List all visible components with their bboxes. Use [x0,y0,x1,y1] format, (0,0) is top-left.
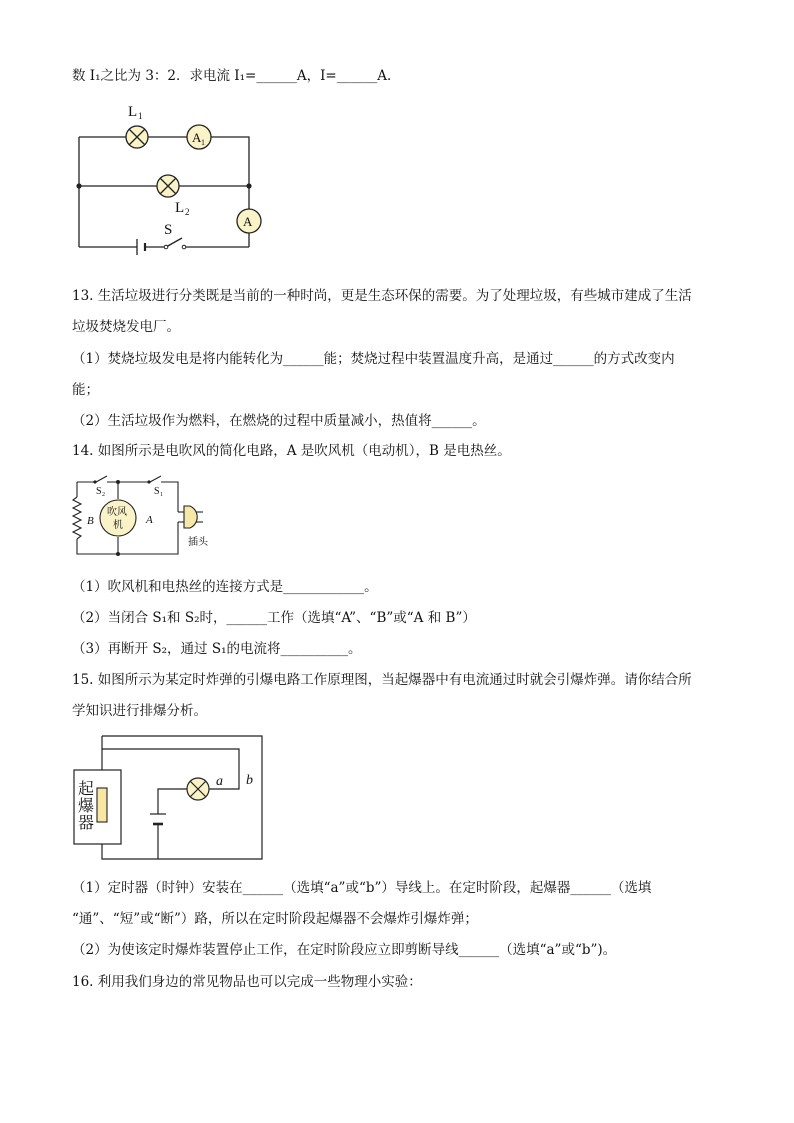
label-s2: S [96,486,102,497]
q15-part2: （2）为使该定时爆炸装置停止工作，在定时阶段应立即剪断导线______（选填“a”或“b”)。 [72,942,617,958]
label-l1-sub: 1 [138,111,143,121]
label-wire-b: b [246,773,253,788]
q12-circuit-diagram [70,100,270,270]
q14-hairdryer-circuit [66,472,226,562]
label-a1: A [192,130,202,145]
label-fan-line2: 机 [113,520,123,531]
q12-text: 数 I₁之比为 3：2．求电流 I₁=______A，I=______A． [72,68,401,84]
label-detonator-3: 器 [78,813,95,832]
q13-part1-line-2: 能； [72,382,99,398]
label-a: A [146,514,153,526]
label-detonator-2: 爆 [78,796,95,815]
q13-stem-line-2: 垃圾焚烧发电厂。 [72,319,180,335]
q14-part3: （3）再断开 S₂，通过 S₁的电流将__________。 [72,641,362,657]
label-a: A [243,214,253,229]
q14-stem: 14. 如图所示是电吹风的简化电路，A 是吹风机（电动机），B 是电热丝。 [72,443,511,459]
q15-stem-line-2: 学知识进行排爆分析。 [72,703,207,719]
q14-part1: （1）吹风机和电热丝的连接方式是____________。 [72,579,378,595]
label-a1-sub: 1 [201,138,205,147]
label-s1: S [154,486,160,497]
label-l2: L [175,200,185,216]
label-detonator-1: 起 [78,779,95,798]
label-b: B [87,515,94,527]
q16-stem: 16. 利用我们身边的常见物品也可以完成一些物理小实验： [72,974,422,990]
label-l1: L [128,104,138,120]
label-l2-sub: 2 [185,207,190,217]
q15-part1-line-1: （1）定时器（时钟）安装在______（选填“a”或“b”）导线上。在定时阶段，起爆器______（选填 [72,880,652,896]
q15-part1-line-2: “通”、“短”或“断”）路，所以在定时阶段起爆器不会爆炸引爆炸弹； [72,911,478,927]
label-s2-sub: 2 [102,492,105,498]
q15-stem-line-1: 15. 如图所示为某定时炸弹的引爆电路工作原理图，当起爆器中有电流通过时就会引爆炸弹。请你结合所 [72,672,692,688]
label-s1-sub: 1 [160,492,163,498]
label-fan-line1: 吹风 [107,507,127,518]
q13-part2: （2）生活垃圾作为燃料，在燃烧的过程中质量减小，热值将______。 [72,413,486,429]
q13-stem-line-1: 13. 生活垃圾进行分类既是当前的一种时尚，更是生态环保的需要。为了处理垃圾，有些城市建成了生活 [72,288,692,304]
q15-bomb-circuit [70,732,270,864]
q14-part2: （2）当闭合 S₁和 S₂时，______工作（选填“A”、“B”或“A 和 B”） [72,610,476,626]
label-wire-a: a [216,774,223,789]
q13-part1-line-1: （1）焚烧垃圾发电是将内能转化为______能；焚烧过程中装置温度升高，是通过______的方式改变内 [72,351,675,367]
label-s: S [164,222,173,238]
label-plug: 插头 [188,537,208,548]
